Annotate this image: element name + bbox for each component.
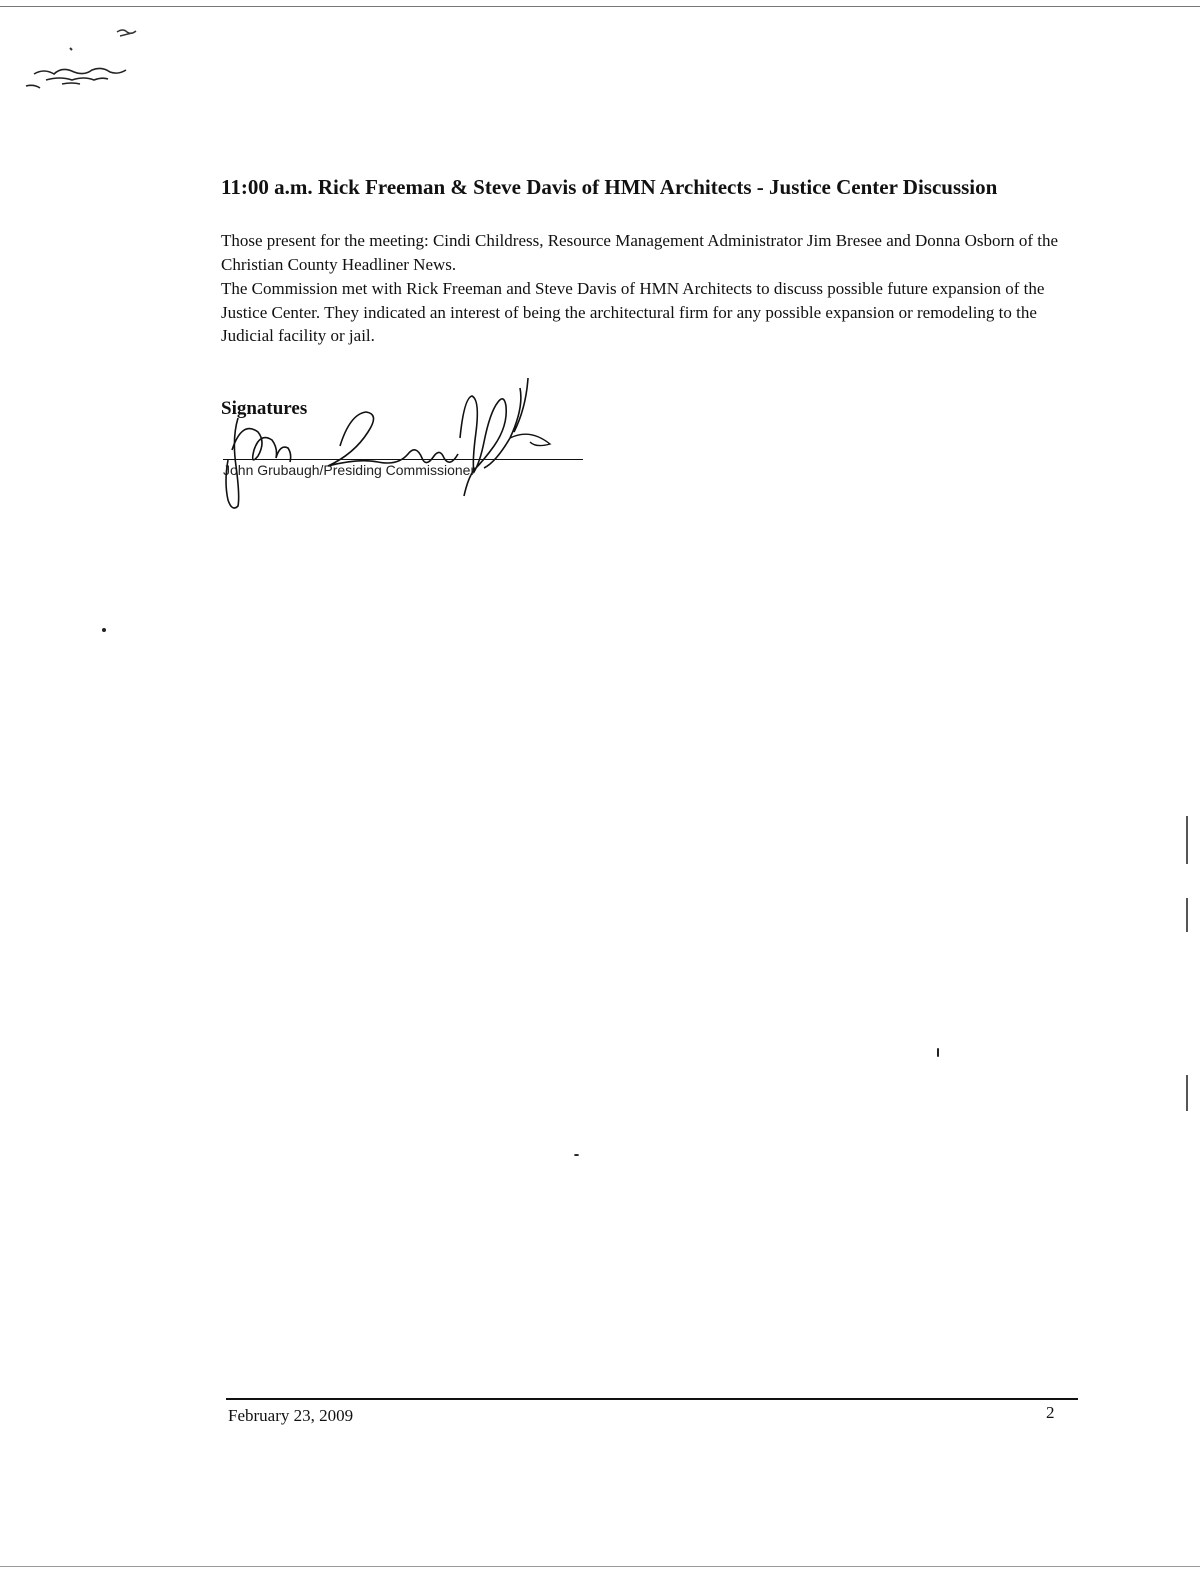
scan-scribble-mark — [20, 18, 150, 98]
signatures-heading: Signatures — [221, 398, 308, 419]
scan-speck — [937, 1048, 939, 1057]
handwritten-signature — [210, 378, 580, 513]
scan-speck — [102, 628, 106, 632]
footer-date: February 23, 2009 — [228, 1406, 354, 1425]
summary-paragraph: The Commission met with Rick Freeman and Steve Davis of HMN Architects to discuss possible future expansion of the Justice Center. They indicated an interest of being the architectural firm for any possible expansion or remodeling to the Judicial facility or jail. — [221, 279, 1045, 345]
scan-edge-mark — [1186, 898, 1188, 932]
footer-rule — [226, 1398, 1078, 1400]
page-edge-top — [0, 6, 1200, 7]
scan-edge-mark — [1186, 816, 1188, 864]
scan-speck — [574, 1154, 579, 1156]
attendees-paragraph: Those present for the meeting: Cindi Childress, Resource Management Administrator Jim Bresee and Donna Osborn of the Christian County Headliner News. — [221, 231, 1059, 274]
footer-page-number: 2 — [1046, 1403, 1055, 1422]
page-edge-bottom — [0, 1566, 1200, 1567]
meeting-item-title: 11:00 a.m. Rick Freeman & Steve Davis of HMN Architects - Justice Center Discussion — [221, 175, 998, 199]
scan-edge-mark — [1186, 1075, 1188, 1111]
signer-caption: John Grubaugh/Presiding Commissioner — [223, 462, 476, 478]
